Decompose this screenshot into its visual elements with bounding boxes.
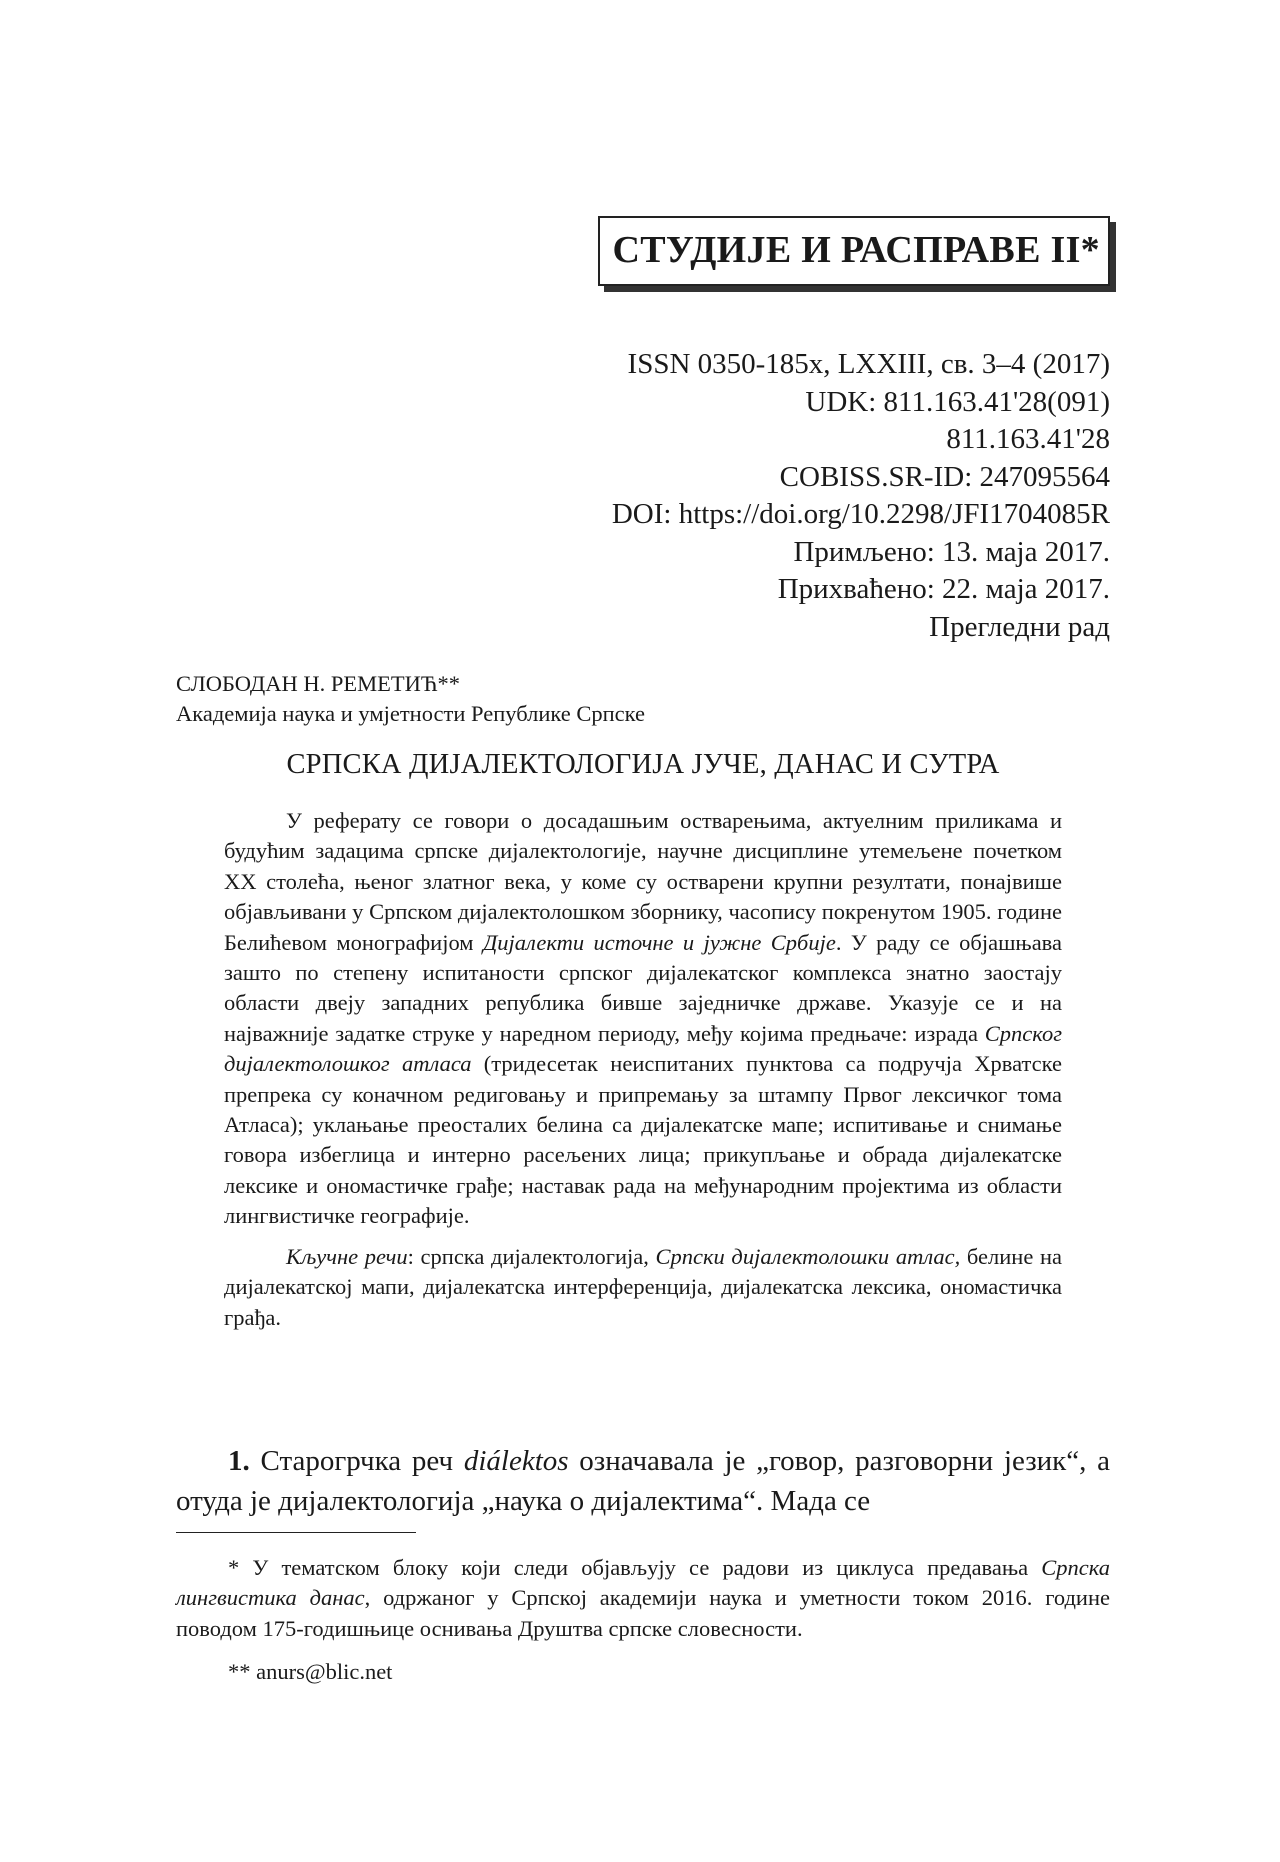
received-date: Примљено: 13. маја 2017. [793, 535, 1110, 568]
keywords-sep: : српска дијалектологија, [407, 1243, 656, 1269]
keywords [224, 1242, 1062, 1333]
abstract-italic-2: Српског дијалектолошког атласа [224, 1020, 1062, 1077]
abstract-part-1: У реферату се говори о досадашњим остварењима, актуелним приликама и будућим задацима српске дијалектологије, научне дисциплине утемељене почетком XX столећа, њеног златног века, у коме су остварени крупни резултати, понајвише објављивани у Српском дијалектолошком зборнику, часопису покренутом 1905. године Белићевом монографијом [224, 808, 1062, 955]
abstract [224, 806, 1062, 1333]
keywords-rest: белине на дијалекатској мапи, дијалекатска интерференција, дијалекатска лексика, ономастичка грађа. [224, 1243, 1062, 1330]
footnote-1-pre: * У тематском блоку који следи објављују се радови из циклуса предавања [228, 1555, 1042, 1580]
body-italic-word: diálektos [463, 1445, 569, 1477]
body-text-2: означавала је „говор, разговорни језик“, а отуда је дијалектологија „наука о дијалектима“. Мада се [176, 1445, 1110, 1517]
body-text-1: Старогрчка реч [249, 1445, 464, 1477]
author-affiliation: Академија наука и умјетности Републике Српске [176, 701, 645, 726]
footnote-divider [176, 1532, 416, 1533]
paper-type: Прегледни рад [929, 610, 1110, 643]
paper-title: СРПСКА ДИЈАЛЕКТОЛОГИЈА ЈУЧЕ, ДАНАС И СУТРА [286, 749, 1000, 780]
abstract-part-3: (тридесетак неиспитаних пунктова са подручја Хрватске препрека су коначном редиговању и припремању за штампу Првог лексичког тома Атласа); уклањање преосталих белина са дијалекатске мапе; испитивање и снимање говора избеглица и интерно расељених лица; прикупљање и обрада дијалекатске лексике и ономастичке грађе; наставак рада на међународним пројектима из области лингвистичке географије. [224, 1051, 1062, 1229]
footnotes [176, 1553, 1110, 1688]
abstract-italic-1: Дијалекти источне и јужне Србије [482, 929, 836, 955]
section-number: 1. [228, 1445, 250, 1477]
cobiss-id: COBISS.SR-ID: 247095564 [779, 460, 1110, 493]
body-paragraph [176, 1441, 1110, 1521]
footnote-1-post: , одржаног у Српској академији наука и уметности током 2016. године поводом 175-годишњице оснивања Друштва српске словесности. [176, 1585, 1110, 1641]
article-metadata [612, 346, 1110, 646]
doi: DOI: https://doi.org/10.2298/JFI1704085R [611, 498, 1110, 530]
abstract-text [224, 806, 1062, 1232]
accepted-date: Прихваћено: 22. маја 2017. [777, 573, 1110, 605]
author-block [176, 669, 645, 729]
section-header: СТУДИЈЕ И РАСПРАВЕ II* [598, 216, 1110, 286]
abstract-part-2: . У раду се објашњава зашто по степену испитаности српског дијалекатског комплекса знатно заостају области двеју западних република бивше заједничке државе. Указује се и на најважније задатке струке у наредном периоду, међу којима предњаче: израда [224, 929, 1062, 1046]
keywords-label: Кључне речи [286, 1243, 408, 1269]
body-text [176, 1441, 1110, 1521]
udk-secondary: 811.163.41'28 [946, 423, 1110, 455]
udk-primary: UDK: 811.163.41'28(091) [805, 385, 1110, 418]
issn: ISSN 0350-185x, LXXIII, св. 3–4 (2017) [627, 348, 1110, 380]
keywords-italic: Српски дијалектолошки атлас, [655, 1243, 961, 1269]
footnote-1 [176, 1553, 1110, 1644]
footnote-1-italic: Српска лингвистика данас [176, 1555, 1110, 1611]
footnote-2: ** anurs@blic.net [228, 1659, 393, 1685]
author-name: СЛОБОДАН Н. РЕМЕТИЋ** [176, 671, 460, 696]
